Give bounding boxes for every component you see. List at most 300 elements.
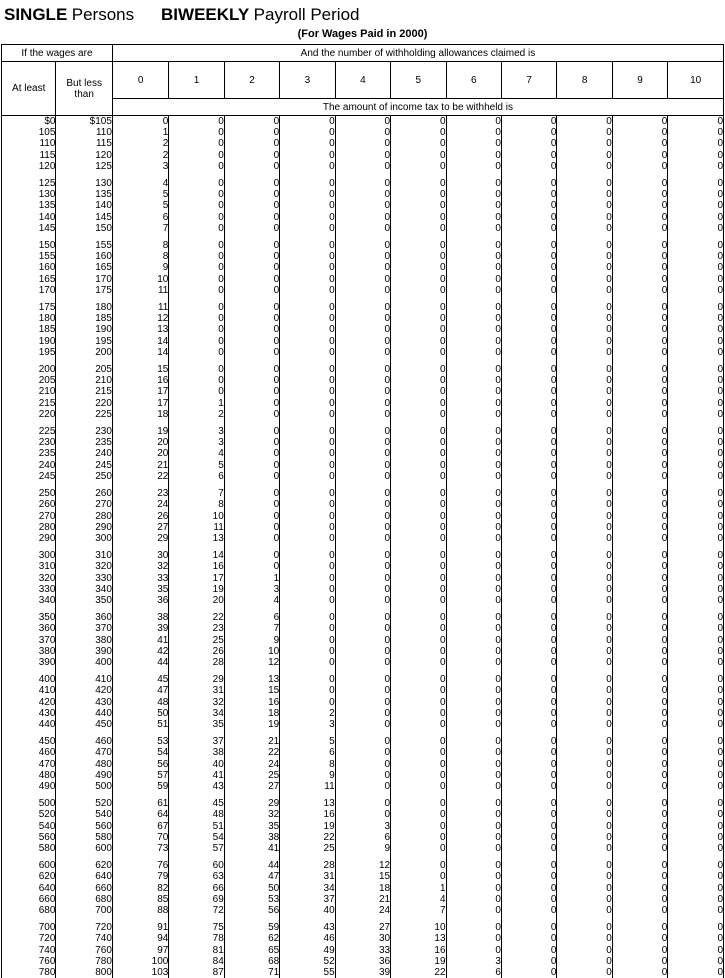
wage-at-least: 540 [2,821,56,832]
withholding-amount-2: 71 [224,967,279,978]
withholding-amount-4: 0 [335,770,390,781]
withholding-amount-7: 0 [501,200,556,211]
withholding-amount-4: 0 [335,595,390,606]
wage-but-less-than: 280 [56,511,112,522]
withholding-amount-6: 0 [446,871,501,882]
withholding-amount-7: 0 [501,533,556,544]
withholding-amount-6: 0 [446,200,501,211]
withholding-amount-4: 12 [335,860,390,871]
withholding-amount-0: 38 [112,612,168,623]
withholding-amount-3: 0 [280,138,335,149]
withholding-amount-8: 0 [557,471,612,482]
withholding-amount-10: 0 [668,747,724,758]
wage-at-least: 115 [2,150,56,161]
withholding-amount-5: 0 [391,809,446,820]
withholding-amount-7: 0 [501,488,556,499]
withholding-amount-7: 0 [501,499,556,510]
table-row [2,747,724,758]
wage-but-less-than: 350 [56,595,112,606]
withholding-amount-3: 40 [280,905,335,916]
withholding-amount-9: 0 [612,161,667,172]
header-amount-label: The amount of income tax to be withheld is [112,99,723,116]
withholding-amount-4: 0 [335,189,390,200]
withholding-amount-3: 0 [280,127,335,138]
table-row [2,922,724,933]
wage-but-less-than: 500 [56,781,112,792]
withholding-amount-2: 1 [224,573,279,584]
withholding-amount-6: 0 [446,736,501,747]
withholding-amount-6: 0 [446,189,501,200]
withholding-amount-6: 0 [446,719,501,730]
wage-at-least: 580 [2,843,56,854]
withholding-amount-7: 0 [501,905,556,916]
withholding-amount-2: 19 [224,719,279,730]
withholding-amount-0: 7 [112,223,168,234]
withholding-amount-1: 4 [169,448,224,459]
wage-at-least: 180 [2,313,56,324]
withholding-amount-6: 0 [446,347,501,358]
withholding-amount-1: 1 [169,398,224,409]
withholding-amount-8: 0 [557,240,612,251]
withholding-amount-3: 0 [280,386,335,397]
withholding-amount-7: 0 [501,871,556,882]
withholding-amount-2: 0 [224,178,279,189]
withholding-amount-5: 0 [391,364,446,375]
withholding-amount-9: 0 [612,398,667,409]
withholding-amount-5: 0 [391,448,446,459]
withholding-amount-9: 0 [612,646,667,657]
withholding-amount-0: 26 [112,511,168,522]
withholding-amount-9: 0 [612,313,667,324]
withholding-amount-1: 13 [169,533,224,544]
withholding-amount-0: 91 [112,922,168,933]
withholding-amount-3: 0 [280,223,335,234]
header-at-least: At least [2,62,56,116]
withholding-amount-9: 0 [612,533,667,544]
table-row [2,437,724,448]
withholding-amount-8: 0 [557,285,612,296]
withholding-amount-2: 0 [224,488,279,499]
withholding-amount-7: 0 [501,781,556,792]
withholding-amount-9: 0 [612,178,667,189]
wage-but-less-than: 360 [56,612,112,623]
wage-but-less-than: 600 [56,843,112,854]
withholding-amount-7: 0 [501,561,556,572]
withholding-amount-10: 0 [668,697,724,708]
table-row [2,375,724,386]
withholding-amount-3: 0 [280,426,335,437]
table-row [2,533,724,544]
withholding-amount-8: 0 [557,324,612,335]
withholding-amount-3: 43 [280,922,335,933]
withholding-amount-7: 0 [501,719,556,730]
withholding-amount-8: 0 [557,251,612,262]
withholding-amount-5: 13 [391,933,446,944]
withholding-amount-4: 0 [335,161,390,172]
withholding-amount-3: 0 [280,657,335,668]
wage-but-less-than: 580 [56,832,112,843]
withholding-amount-1: 11 [169,522,224,533]
table-row [2,511,724,522]
withholding-amount-1: 7 [169,488,224,499]
withholding-amount-1: 41 [169,770,224,781]
withholding-amount-5: 0 [391,595,446,606]
withholding-amount-0: 11 [112,285,168,296]
withholding-amount-9: 0 [612,922,667,933]
withholding-amount-7: 0 [501,460,556,471]
withholding-amount-2: 0 [224,533,279,544]
table-row [2,933,724,944]
withholding-amount-10: 0 [668,302,724,313]
withholding-amount-5: 0 [391,843,446,854]
header-allowances-label: And the number of withholding allowances claimed is [112,45,723,62]
table-row [2,809,724,820]
table-row [2,770,724,781]
withholding-amount-5: 0 [391,860,446,871]
table-row [2,460,724,471]
withholding-amount-8: 0 [557,759,612,770]
withholding-amount-10: 0 [668,398,724,409]
wage-at-least: 200 [2,364,56,375]
withholding-amount-2: 0 [224,499,279,510]
wage-at-least: 195 [2,347,56,358]
withholding-amount-0: 8 [112,240,168,251]
withholding-amount-7: 0 [501,127,556,138]
withholding-amount-9: 0 [612,573,667,584]
withholding-amount-3: 8 [280,759,335,770]
withholding-amount-5: 0 [391,386,446,397]
withholding-amount-3: 9 [280,770,335,781]
withholding-amount-2: 6 [224,612,279,623]
withholding-amount-3: 49 [280,945,335,956]
withholding-amount-7: 0 [501,657,556,668]
withholding-amount-7: 0 [501,759,556,770]
withholding-amount-5: 0 [391,437,446,448]
withholding-amount-3: 0 [280,550,335,561]
withholding-amount-7: 0 [501,635,556,646]
withholding-amount-2: 50 [224,883,279,894]
withholding-amount-2: 0 [224,161,279,172]
withholding-amount-8: 0 [557,736,612,747]
table-row [2,612,724,623]
withholding-amount-1: 29 [169,674,224,685]
withholding-amount-5: 0 [391,262,446,273]
withholding-amount-10: 0 [668,561,724,572]
table-row [2,386,724,397]
table-row [2,409,724,420]
withholding-amount-2: 0 [224,336,279,347]
wage-but-less-than: 300 [56,533,112,544]
title-period-frequency: BIWEEKLY [161,5,249,24]
withholding-amount-8: 0 [557,905,612,916]
withholding-amount-7: 0 [501,386,556,397]
withholding-amount-3: 0 [280,262,335,273]
withholding-amount-7: 0 [501,821,556,832]
wage-but-less-than: 320 [56,561,112,572]
withholding-amount-6: 3 [446,956,501,967]
wage-but-less-than: 800 [56,967,112,978]
withholding-amount-8: 0 [557,573,612,584]
withholding-amount-3: 0 [280,460,335,471]
withholding-amount-6: 0 [446,685,501,696]
withholding-amount-0: 3 [112,161,168,172]
withholding-amount-0: 6 [112,212,168,223]
withholding-amount-6: 0 [446,646,501,657]
withholding-amount-7: 0 [501,212,556,223]
wage-but-less-than: 310 [56,550,112,561]
wage-but-less-than: 380 [56,635,112,646]
withholding-amount-10: 0 [668,178,724,189]
header-allowance-4: 4 [335,62,390,99]
withholding-amount-6: 0 [446,313,501,324]
withholding-amount-2: 27 [224,781,279,792]
withholding-amount-7: 0 [501,347,556,358]
withholding-amount-7: 0 [501,364,556,375]
withholding-amount-10: 0 [668,821,724,832]
withholding-amount-6: 0 [446,499,501,510]
withholding-amount-8: 0 [557,336,612,347]
withholding-amount-2: 41 [224,843,279,854]
withholding-amount-3: 0 [280,623,335,634]
withholding-amount-7: 0 [501,843,556,854]
withholding-amount-8: 0 [557,127,612,138]
withholding-amount-3: 0 [280,573,335,584]
withholding-amount-7: 0 [501,945,556,956]
title-persons-label: Persons [72,5,134,24]
wage-at-least: 135 [2,200,56,211]
withholding-amount-10: 0 [668,127,724,138]
withholding-amount-3: 0 [280,437,335,448]
withholding-amount-8: 0 [557,522,612,533]
withholding-amount-10: 0 [668,573,724,584]
withholding-amount-9: 0 [612,336,667,347]
withholding-amount-6: 0 [446,781,501,792]
wage-but-less-than: 175 [56,285,112,296]
wage-but-less-than: 240 [56,448,112,459]
withholding-amount-9: 0 [612,883,667,894]
withholding-amount-4: 0 [335,285,390,296]
withholding-amount-8: 0 [557,843,612,854]
wage-at-least: 260 [2,499,56,510]
wage-at-least: 130 [2,189,56,200]
withholding-amount-9: 0 [612,262,667,273]
withholding-amount-9: 0 [612,116,667,128]
withholding-amount-7: 0 [501,285,556,296]
withholding-amount-3: 0 [280,251,335,262]
withholding-amount-5: 22 [391,967,446,978]
withholding-amount-5: 0 [391,522,446,533]
wage-at-least: 440 [2,719,56,730]
withholding-amount-6: 0 [446,511,501,522]
wage-but-less-than: 120 [56,150,112,161]
withholding-amount-1: 60 [169,860,224,871]
withholding-amount-8: 0 [557,623,612,634]
withholding-amount-1: 87 [169,967,224,978]
table-header [2,45,724,116]
page-title [0,0,725,27]
withholding-amount-4: 0 [335,336,390,347]
withholding-amount-10: 0 [668,499,724,510]
withholding-amount-9: 0 [612,612,667,623]
withholding-amount-10: 0 [668,336,724,347]
withholding-amount-0: 30 [112,550,168,561]
withholding-amount-6: 0 [446,161,501,172]
withholding-amount-10: 0 [668,285,724,296]
withholding-amount-6: 0 [446,905,501,916]
withholding-amount-7: 0 [501,685,556,696]
withholding-amount-10: 0 [668,798,724,809]
withholding-amount-2: 0 [224,522,279,533]
withholding-amount-5: 0 [391,871,446,882]
withholding-amount-9: 0 [612,409,667,420]
withholding-amount-4: 0 [335,251,390,262]
withholding-amount-3: 0 [280,533,335,544]
wage-at-least: 720 [2,933,56,944]
withholding-amount-3: 0 [280,584,335,595]
withholding-amount-9: 0 [612,274,667,285]
wage-but-less-than: 205 [56,364,112,375]
withholding-amount-10: 0 [668,511,724,522]
withholding-amount-6: 0 [446,657,501,668]
withholding-amount-8: 0 [557,635,612,646]
table-row [2,759,724,770]
withholding-amount-2: 0 [224,448,279,459]
withholding-amount-0: 73 [112,843,168,854]
withholding-amount-9: 0 [612,697,667,708]
wage-but-less-than: 420 [56,685,112,696]
withholding-amount-7: 0 [501,646,556,657]
wage-at-least: 210 [2,386,56,397]
withholding-amount-9: 0 [612,905,667,916]
withholding-amount-4: 0 [335,623,390,634]
withholding-amount-8: 0 [557,364,612,375]
withholding-amount-3: 0 [280,240,335,251]
withholding-amount-5: 0 [391,488,446,499]
withholding-amount-5: 0 [391,212,446,223]
withholding-amount-0: 56 [112,759,168,770]
header-allowance-10: 10 [668,62,724,99]
withholding-amount-8: 0 [557,719,612,730]
withholding-amount-5: 0 [391,612,446,623]
withholding-amount-7: 0 [501,832,556,843]
withholding-amount-3: 0 [280,313,335,324]
withholding-amount-6: 0 [446,460,501,471]
wage-at-least: 230 [2,437,56,448]
withholding-amount-1: 54 [169,832,224,843]
withholding-amount-5: 0 [391,550,446,561]
withholding-amount-0: 10 [112,274,168,285]
table-row [2,426,724,437]
withholding-amount-3: 0 [280,285,335,296]
wage-but-less-than: 700 [56,905,112,916]
wage-but-less-than: 400 [56,657,112,668]
withholding-amount-6: 0 [446,285,501,296]
withholding-amount-4: 0 [335,719,390,730]
withholding-amount-4: 21 [335,894,390,905]
table-row [2,561,724,572]
withholding-amount-9: 0 [612,138,667,149]
withholding-amount-3: 11 [280,781,335,792]
withholding-amount-8: 0 [557,883,612,894]
table-row [2,347,724,358]
page-subtitle: (For Wages Paid in 2000) [0,27,725,44]
withholding-amount-0: 44 [112,657,168,668]
table-row [2,364,724,375]
withholding-amount-5: 0 [391,138,446,149]
wage-at-least: 740 [2,945,56,956]
withholding-amount-4: 0 [335,488,390,499]
withholding-amount-6: 0 [446,364,501,375]
wage-but-less-than: 215 [56,386,112,397]
withholding-amount-8: 0 [557,488,612,499]
withholding-amount-8: 0 [557,697,612,708]
wage-but-less-than: 540 [56,809,112,820]
withholding-amount-3: 0 [280,161,335,172]
withholding-amount-1: 72 [169,905,224,916]
withholding-amount-5: 0 [391,561,446,572]
withholding-amount-2: 15 [224,685,279,696]
withholding-amount-9: 0 [612,127,667,138]
header-allowance-0: 0 [112,62,168,99]
withholding-amount-5: 0 [391,781,446,792]
table-row [2,719,724,730]
withholding-amount-8: 0 [557,448,612,459]
table-row [2,685,724,696]
withholding-amount-4: 0 [335,561,390,572]
withholding-amount-2: 22 [224,747,279,758]
withholding-amount-4: 24 [335,905,390,916]
wage-at-least: 270 [2,511,56,522]
withholding-amount-6: 0 [446,178,501,189]
withholding-amount-0: 79 [112,871,168,882]
wage-but-less-than: 290 [56,522,112,533]
withholding-amount-7: 0 [501,612,556,623]
withholding-amount-3: 31 [280,871,335,882]
withholding-amount-7: 0 [501,708,556,719]
withholding-amount-10: 0 [668,409,724,420]
table-row [2,832,724,843]
withholding-amount-10: 0 [668,945,724,956]
withholding-amount-5: 0 [391,533,446,544]
withholding-amount-10: 0 [668,426,724,437]
withholding-amount-2: 12 [224,657,279,668]
withholding-amount-5: 0 [391,150,446,161]
withholding-amount-6: 0 [446,212,501,223]
withholding-amount-5: 0 [391,426,446,437]
withholding-amount-10: 0 [668,623,724,634]
withholding-amount-9: 0 [612,945,667,956]
withholding-amount-4: 36 [335,956,390,967]
withholding-amount-5: 0 [391,770,446,781]
withholding-amount-6: 0 [446,832,501,843]
header-allowance-7: 7 [501,62,556,99]
withholding-amount-5: 0 [391,161,446,172]
withholding-amount-7: 0 [501,178,556,189]
wage-at-least: $0 [2,116,56,128]
withholding-amount-9: 0 [612,798,667,809]
withholding-amount-9: 0 [612,894,667,905]
wage-at-least: 370 [2,635,56,646]
withholding-amount-9: 0 [612,933,667,944]
withholding-amount-9: 0 [612,189,667,200]
withholding-amount-5: 0 [391,759,446,770]
withholding-amount-10: 0 [668,488,724,499]
withholding-amount-6: 0 [446,223,501,234]
withholding-amount-9: 0 [612,584,667,595]
withholding-amount-4: 0 [335,138,390,149]
withholding-amount-2: 21 [224,736,279,747]
withholding-amount-0: 29 [112,533,168,544]
